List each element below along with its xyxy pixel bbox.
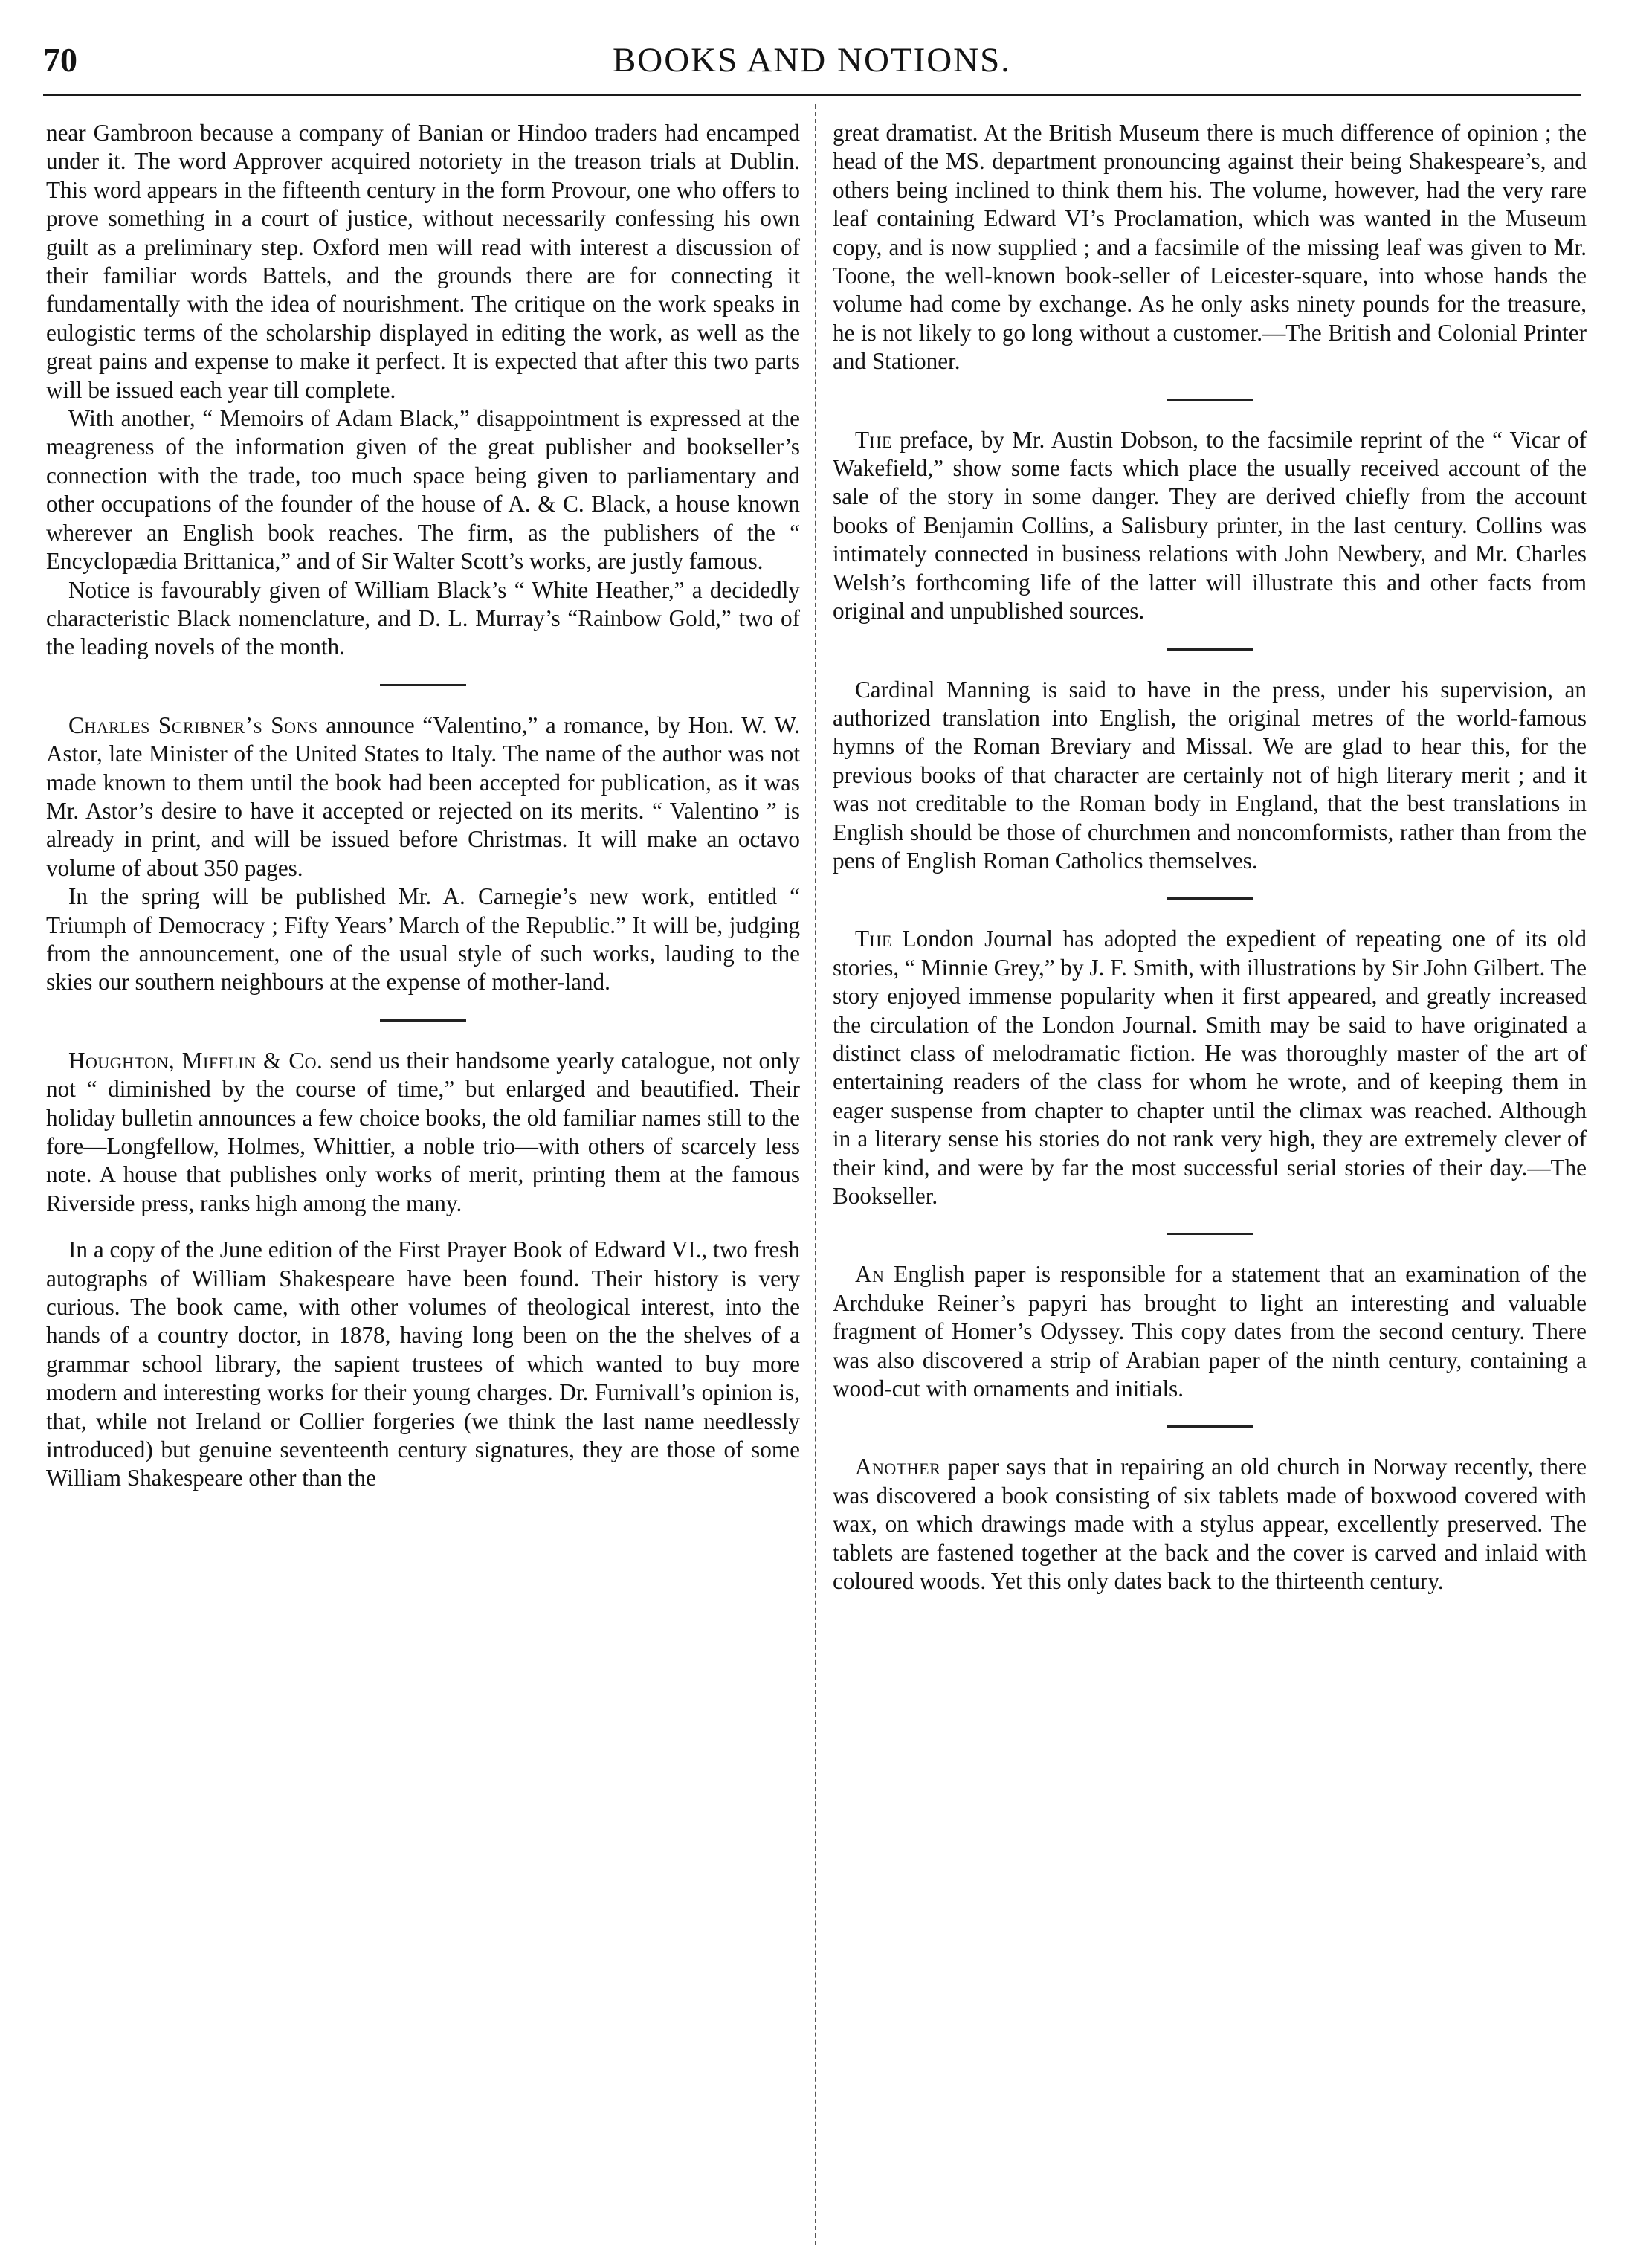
paragraph-text: announce “Valentino,” a romance, by Hon. W. W. Astor, late Minister of the United States to Italy. The name of the author was not made known to them until the book had been accepted for publication, as it was Mr. Astor’s desire to have it accepted or rejected on its merits. “ Valentino ” is already in print, and will be issued before Christmas. It will make an octavo volume of about 350 pages. [46,712,800,881]
article-paragraph: In a copy of the June edition of the First Prayer Book of Edward VI., two fresh autographs of William Shakespeare have been found. Their history is very curious. The book came, with other volumes of theological interest, into the hands of a country doctor, in 1878, having long been on the the shelves of a grammar school library, the sapient trustees of which wanted to buy more modern and interesting works for their young charges. Dr. Furnivall’s opinion is, that, while not Ireland or Collier forgeries (we think the last name needlessly introduced) but genuine seventeenth century signatures, they are those of some William Shakespeare other than the [46,1236,800,1491]
article-paragraph [833,1453,1587,1596]
running-title: BOOKS AND NOTIONS. [612,41,1012,80]
lead-in: The [855,926,892,952]
left-column [46,119,800,1493]
page-number: 70 [43,41,77,79]
lead-in: The [855,426,892,453]
section-separator [380,1019,466,1022]
article-paragraph [46,712,800,883]
paragraph-text: English paper is responsible for a statement that an examination of the Archduke Reiner’s papyri has brought to light an interesting and valuable fragment of Homer’s Odyssey. This copy dates from the second century. There was also discovered a strip of Arabian paper of the ninth century, containing a wood-cut with ornaments and initials. [833,1261,1587,1402]
lead-in: Houghton, Mifflin & Co. [68,1047,323,1074]
article-paragraph [46,1047,800,1218]
lead-in: Another [855,1454,941,1480]
lead-in: An [855,1261,885,1288]
paragraph-text: send us their handsome yearly catalogue, not only not “ diminished by the course of time,” but enlarged and beautified. Their holiday bulletin announces a few choice books, the old familiar names still to the fore—Longfellow, Holmes, Whittier, a noble trio—with others of scarcely less note. A house that publishes only works of merit, printing them at the famous Riverside press, ranks high among the many. [46,1047,800,1216]
lead-in: Charles Scribner’s Sons [68,712,318,738]
paragraph-text: London Journal has adopted the expedient of repeating one of its old stories, “ Minnie Grey,” by J. F. Smith, with illustrations by Sir John Gilbert. The story enjoyed immense popularity when it first appeared, and greatly increased the circulation of the London Journal. Smith may be said to have originated a distinct class of melodramatic fiction. He was thoroughly master of the art of entertaining readers of the class for whom he wrote, and of keeping them in eager suspense from chapter to chapter until the climax was reached. Although in a literary sense his stories do not rank very high, they are extremely clever of their kind, and were by far the most successful serial stories of their day.—The Bookseller. [833,926,1587,1209]
header-rule [43,94,1581,96]
column-divider [815,104,816,2245]
article-paragraph: Cardinal Manning is said to have in the press, under his supervision, an authorized translation into English, the original metres of the world-famous hymns of the Roman Breviary and Missal. We are glad to hear this, for the previous books of that character are certainly not of high literary merit ; and it was not creditable to the Roman body in England, that the best translations in English should be those of churchmen and noncomformists, rather than from the pens of English Roman Catholics themselves. [833,676,1587,874]
article-paragraph: Notice is favourably given of William Black’s “ White Heather,” a decidedly characteristic Black nomenclature, and D. L. Murray’s “Rainbow Gold,” two of the leading novels of the month. [46,576,800,660]
article-paragraph: near Gambroon because a company of Banian or Hindoo traders had encamped under it. The word Approver acquired notoriety in the treason trials at Dublin. This word appears in the fifteenth century in the form Provour, one who offers to prove something in a court of justice, without necessarily confessing his own guilt as a preliminary step. Oxford men will read with interest a discussion of their familiar words Battels, and the grounds there are for connecting it fundamentally with the idea of nourishment. The critique on the work speaks in eulogistic terms of the scholarship displayed in editing the work, as well as the great pains and expense to make it perfect. It is expected that after this two parts will be issued each year till complete. [46,120,800,403]
paragraph-text: paper says that in repairing an old church in Norway recently, there was discovered a book consisting of six tablets made of boxwood covered with wax, on which drawings made with a stylus appear, excellently preserved. The tablets are fastened together at the back and the cover is carved and inlaid with coloured woods. Yet this only dates back to the thirteenth century. [833,1454,1587,1595]
page-header [43,30,1581,88]
paragraph-text: preface, by Mr. Austin Dobson, to the facsimile reprint of the “ Vicar of Wakefield,” show some facts which place the usually received account of the sale of the story in some danger. They are derived chiefly from the account books of Benjamin Collins, a Salisbury printer, in the last century. Collins was intimately connected in business relations with John Newbery, and Mr. Charles Welsh’s forthcoming life of the latter will illustrate this and other facts from original and unpublished sources. [833,426,1587,625]
section-separator [1167,897,1253,900]
article-paragraph: great dramatist. At the British Museum there is much difference of opinion ; the head of the MS. department pronouncing against their being Shakespeare’s, and others being inclined to think them his. The volume, however, had the very rare leaf containing Edward VI’s Proclamation, which was wanted in the Museum copy, and is now supplied ; and a facsimile of the missing leaf was given to Mr. Toone, the well-known book-seller of Leicester-square, into whose hands the volume had come by exchange. As he only asks ninety pounds for the treasure, he is not likely to go long without a customer.—The British and Colonial Printer and Stationer. [833,120,1587,375]
section-separator [1167,1425,1253,1428]
article-paragraph [833,925,1587,1210]
article-paragraph: In the spring will be published Mr. A. Carnegie’s new work, entitled “ Triumph of Democracy ; Fifty Years’ March of the Republic.” It will be, judging from the announcement, one of the usual style of such works, lauding to the skies our southern neighbours at the expense of mother-land. [46,883,800,996]
section-separator [380,684,466,686]
right-column [833,119,1587,1596]
article-paragraph [833,1260,1587,1403]
section-separator [1167,399,1253,401]
article-paragraph [833,426,1587,626]
section-separator [1167,1233,1253,1235]
article-paragraph: With another, “ Memoirs of Adam Black,” disappointment is expressed at the meagreness of the information given of the great publisher and bookseller’s connection with the trade, too much space being given to parliamentary and other occupations of the founder of the house of A. & C. Black, a house known wherever an English book reaches. The firm, as the publishers of the “ Encyclopædia Brittanica,” and of Sir Walter Scott’s works, are justly famous. [46,405,800,575]
section-separator [1167,648,1253,651]
